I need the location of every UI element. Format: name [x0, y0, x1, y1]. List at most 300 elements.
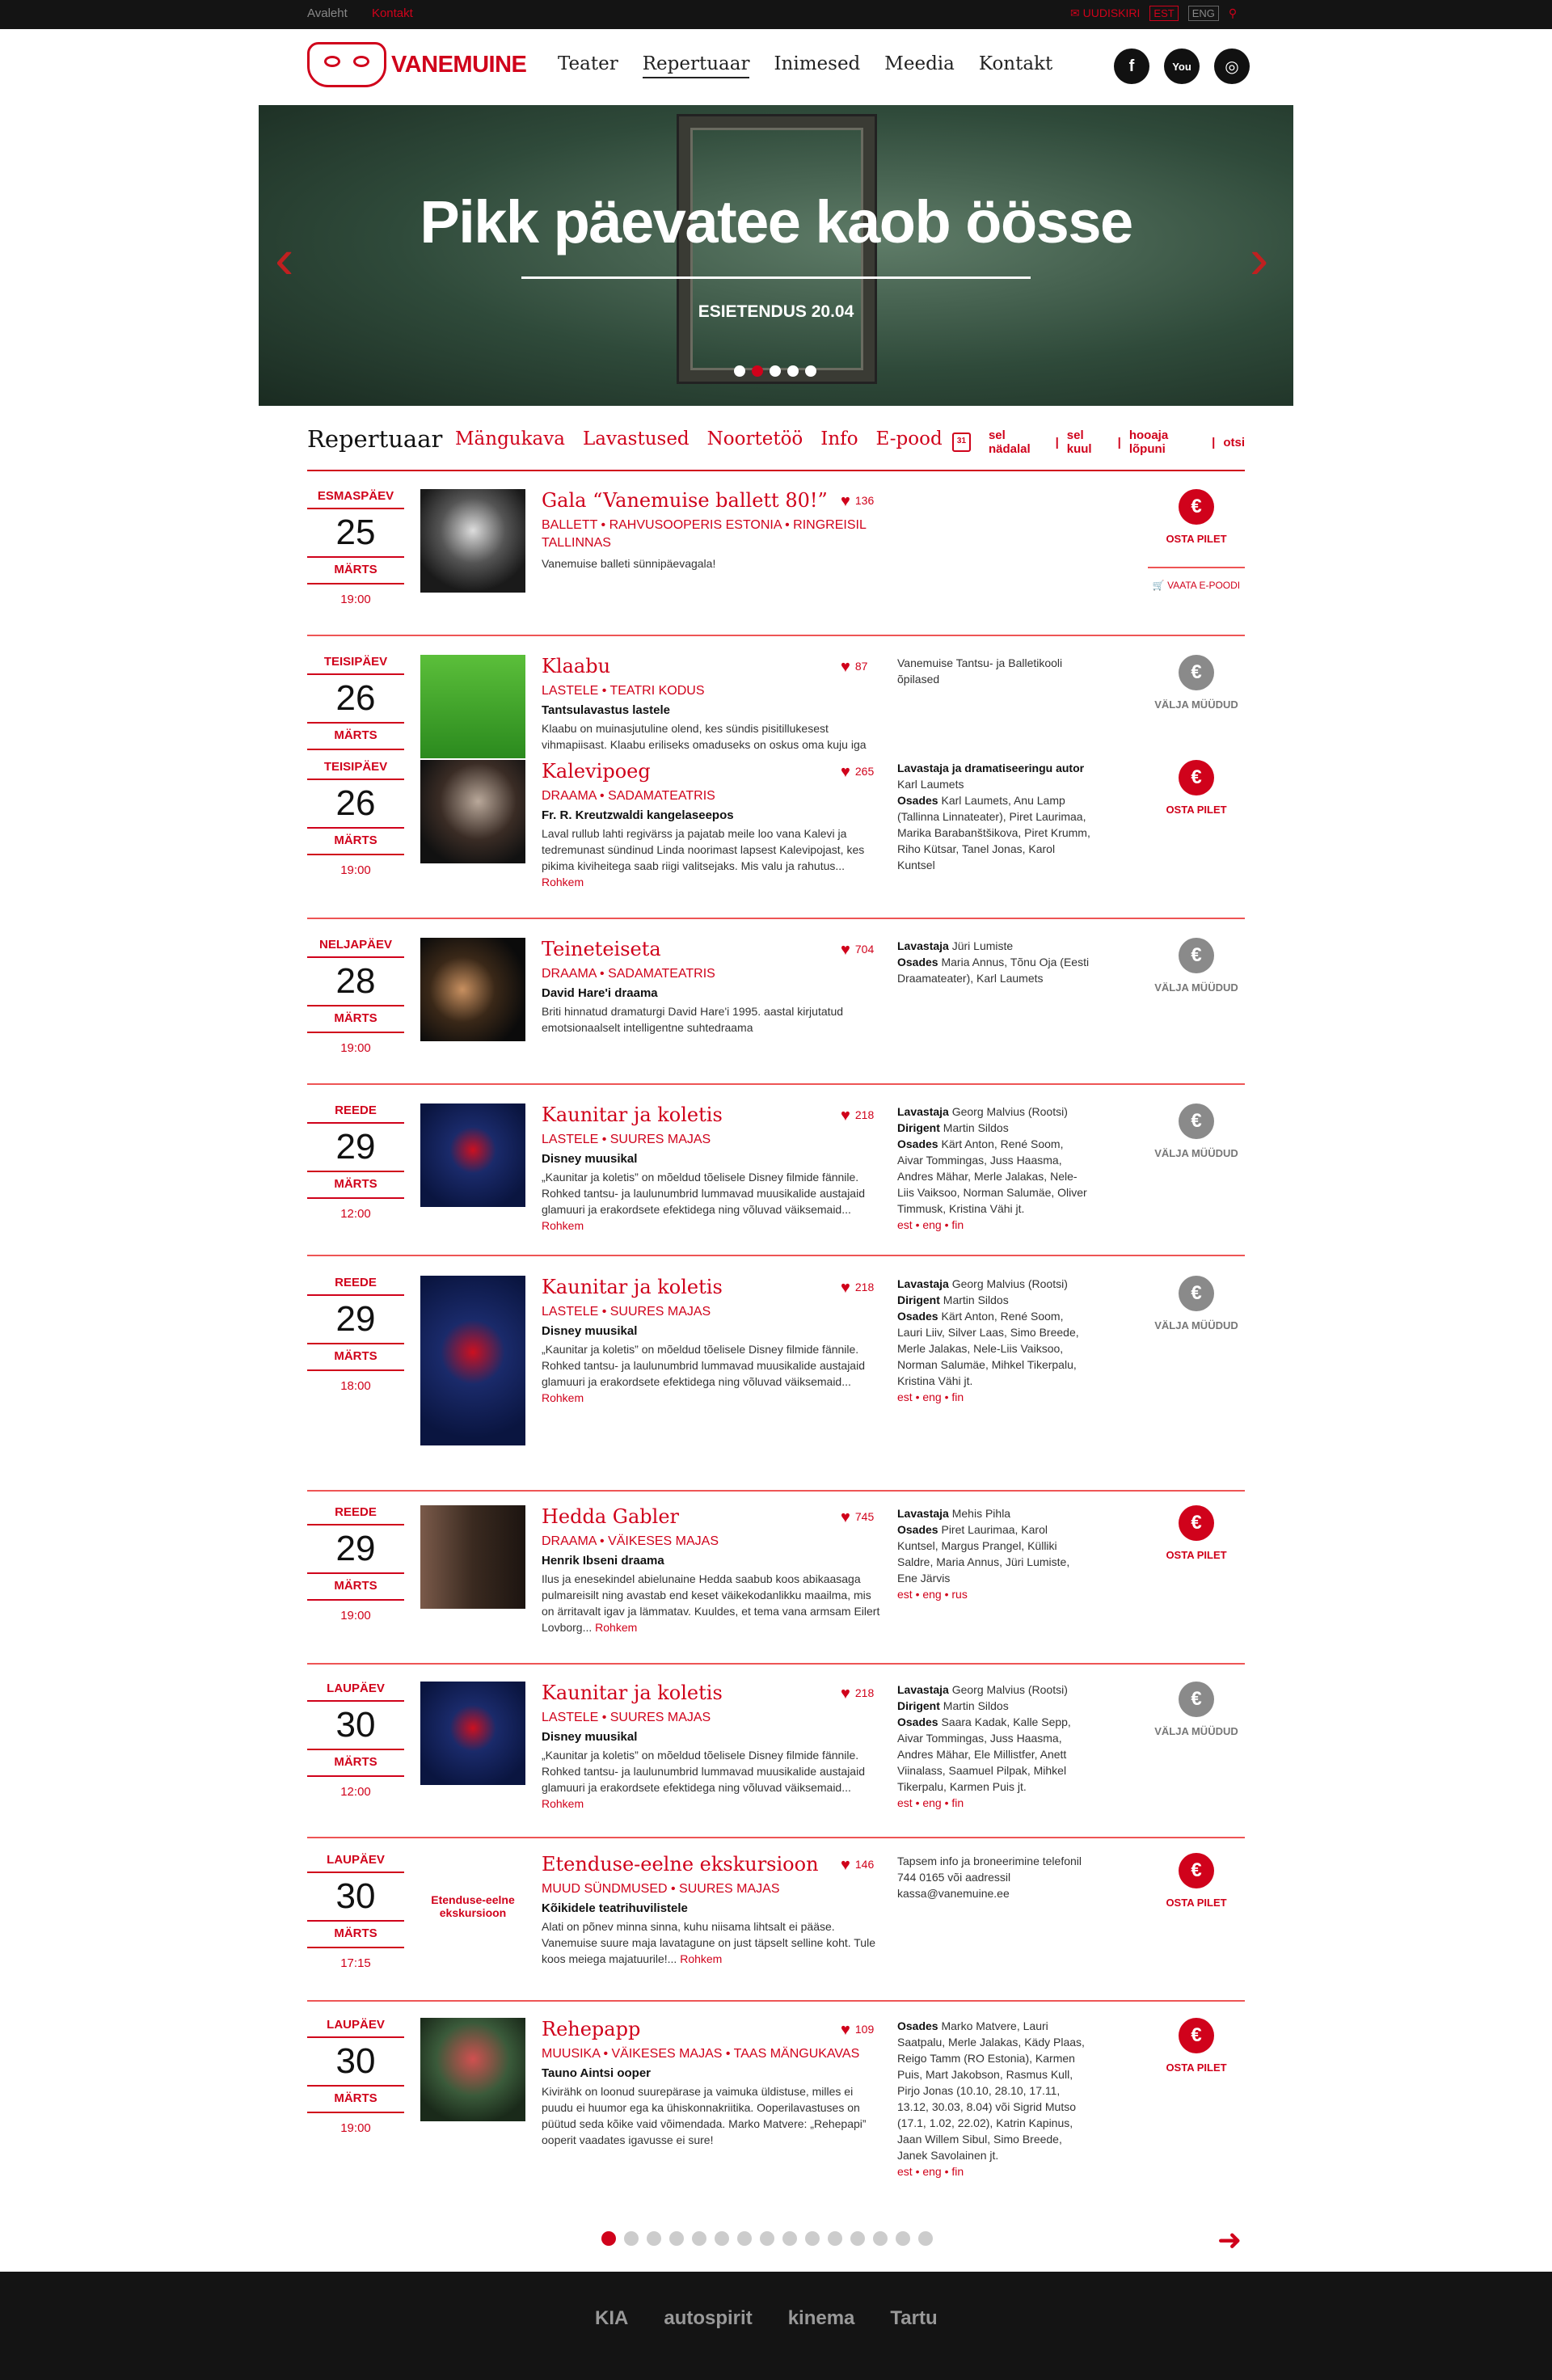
event-month: MÄRTS — [307, 1926, 404, 1948]
event-genre: LASTELE • SUURES MAJAS — [542, 1711, 711, 1724]
event-description — [542, 555, 881, 572]
hero-dot[interactable] — [787, 365, 799, 377]
credit-role: Osades — [897, 794, 938, 807]
event-day: 29 — [307, 1524, 404, 1574]
credit-role: Osades — [897, 1523, 938, 1536]
contact-link[interactable]: Kontakt — [371, 6, 413, 20]
newsletter-label: UUDISKIRI — [1082, 6, 1141, 19]
filter-search[interactable]: otsi — [1223, 435, 1246, 449]
repertoire-title: Repertuaar — [307, 425, 443, 453]
calendar-icon[interactable]: 31 — [952, 433, 971, 452]
event-date — [307, 938, 404, 1055]
ticket-button[interactable] — [1148, 938, 1245, 994]
ticket-label: VÄLJA MÜÜDUD — [1154, 698, 1238, 711]
euro-icon: € — [1179, 1276, 1214, 1311]
event-subtitle: Fr. R. Kreutzwaldi kangelaseepos — [542, 808, 734, 822]
event-month: MÄRTS — [307, 563, 404, 584]
event-title[interactable]: Klaabu — [542, 655, 611, 677]
ticket-label: OSTA PILET — [1166, 2061, 1227, 2074]
ticket-label: VÄLJA MÜÜDUD — [1154, 1319, 1238, 1331]
event-day: 29 — [307, 1294, 404, 1344]
nav-inimesed[interactable]: Inimesed — [774, 53, 861, 74]
ticket-label: VÄLJA MÜÜDUD — [1154, 981, 1238, 994]
credit-line — [897, 1292, 1091, 1308]
event-subtitle: Disney muusikal — [542, 1730, 638, 1744]
event-time: 19:00 — [340, 593, 371, 606]
page-dot[interactable] — [715, 2231, 729, 2246]
event-thumbnail[interactable] — [420, 489, 525, 593]
credit-line — [897, 1103, 1091, 1120]
event-thumbnail[interactable] — [420, 1853, 525, 1956]
event-title[interactable]: Teineteiseta — [542, 938, 661, 960]
credit-names: Tapsem info ja broneerimine telefonil 744 0165 või aadressil kassa@vanemuine.ee — [897, 1855, 1082, 1900]
page-dot[interactable] — [669, 2231, 684, 2246]
credit-line — [897, 1682, 1091, 1698]
nav-kontakt[interactable]: Kontakt — [978, 53, 1053, 74]
ticket-button[interactable] — [1148, 2018, 1245, 2074]
event-time: 19:00 — [340, 2121, 371, 2135]
event-genre: LASTELE • SUURES MAJAS — [542, 1133, 711, 1146]
like-count[interactable]: ♥ 136 — [841, 492, 874, 511]
event-genre: MUUD SÜNDMUSED • SUURES MAJAS — [542, 1882, 780, 1896]
event-weekday: ESMASPÄEV — [317, 489, 394, 503]
page-dot[interactable] — [760, 2231, 774, 2246]
event-title[interactable]: Rehepapp — [542, 2018, 641, 2040]
repertoire-nav — [307, 420, 1245, 469]
ticket-label: OSTA PILET — [1166, 1549, 1227, 1561]
event-genre: DRAAMA • SADAMATEATRIS — [542, 789, 715, 803]
page-dot[interactable] — [918, 2231, 933, 2246]
like-count[interactable]: ♥ 109 — [841, 2021, 874, 2040]
event-description — [542, 720, 881, 753]
event-day: 28 — [307, 956, 404, 1006]
event-description-text: Klaabu on muinasjutuline olend, kes sündis pisitillukesest vihmapiisast. Klaabu eriliseks omaduseks on oskus oma kuju iga — [542, 722, 867, 751]
event-subtitle: Henrik Ibseni draama — [542, 1554, 664, 1568]
event-credits — [897, 2018, 1091, 2180]
more-link[interactable]: Rohkem — [680, 1952, 723, 1965]
ticket-label: OSTA PILET — [1166, 533, 1227, 545]
event-separator — [307, 2000, 1245, 2002]
theatre-masks-icon — [307, 42, 386, 87]
event-month: MÄRTS — [307, 728, 404, 750]
event-info — [542, 655, 881, 753]
event-time: 18:00 — [340, 1379, 371, 1393]
credit-names: Jüri Lumiste — [951, 939, 1014, 952]
event-separator — [307, 635, 1245, 636]
event-subtitle: Disney muusikal — [542, 1324, 638, 1338]
event-info — [542, 489, 881, 572]
ticket-button[interactable] — [1148, 489, 1245, 545]
event-date — [307, 1505, 404, 1623]
event-description-text: Alati on põnev minna sinna, kuhu niisama lihtsalt ei pääse. Vanemuise suure maja lavatagune on just täpselt selline koht. Tule koos meiega majatuurile!... — [542, 1920, 875, 1965]
home-link[interactable]: Avaleht — [307, 6, 348, 20]
event-description-text: Ilus ja enesekindel abielunaine Hedda saabub koos abikaasaga pulmareisilt ning avastab end keset väikekodanlikku maailma, mis on ärritavalt igav ja lämmatav. Kuuldes, et tema vana armsam Eilert Lovborg... — [542, 1572, 880, 1634]
event-date — [307, 1682, 404, 1799]
credit-line — [897, 792, 1091, 873]
event-description-text: Laval rullub lahti regivärss ja pajatab meile loo vana Kalevi ja tedremunast sündinud Linda noorimast lapsest Kalevipojast, kes pikima kiviheitega saab riigi valitsejaks. Mis valu ja rahutus... — [542, 827, 865, 872]
filter-this-month[interactable]: sel kuul — [1066, 428, 1092, 456]
event-title[interactable]: Kaunitar ja koletis — [542, 1103, 723, 1126]
credit-line — [897, 1853, 1091, 1901]
event-date — [307, 2018, 404, 2135]
credit-names: Martin Sildos — [943, 1293, 1009, 1306]
credit-role: Osades — [897, 1310, 938, 1323]
hero-divider — [521, 276, 1031, 279]
event-title[interactable]: Etenduse-eelne ekskursioon — [542, 1853, 819, 1876]
page-dot[interactable] — [828, 2231, 842, 2246]
page-dot[interactable] — [624, 2231, 639, 2246]
event-date — [307, 1103, 404, 1221]
credit-line — [897, 1308, 1091, 1389]
credit-role: Lavastaja — [897, 1507, 949, 1520]
page-dot[interactable] — [692, 2231, 706, 2246]
euro-icon: € — [1179, 1505, 1214, 1541]
event-separator — [307, 918, 1245, 919]
credit-line — [897, 760, 1091, 792]
event-credits — [897, 1276, 1091, 1405]
more-link[interactable]: Rohkem — [542, 1219, 584, 1232]
event-description — [542, 2083, 881, 2148]
credit-line — [897, 1714, 1091, 1795]
event-info — [542, 760, 881, 890]
event-genre: DRAAMA • SADAMATEATRIS — [542, 967, 715, 981]
language-links[interactable]: est • eng • fin — [897, 2165, 964, 2178]
euro-icon: € — [1179, 1103, 1214, 1139]
event-month: MÄRTS — [307, 833, 404, 855]
event-day: 26 — [307, 779, 404, 829]
like-count[interactable]: ♥ 704 — [841, 941, 874, 960]
credit-line — [897, 954, 1091, 986]
event-credits — [897, 760, 1091, 873]
credit-names: Georg Malvius (Rootsi) — [951, 1105, 1068, 1118]
event-description-text: „Kaunitar ja koletis” on mõeldud tõelisele Disney filmide fännile. Rohked tantsu- ja laulunumbrid lummavad muusikalide austajaid glamuuri ja erakordsete efektidega ning võluvad väiksemaid... — [542, 1749, 865, 1794]
event-month: MÄRTS — [307, 2091, 404, 2113]
credit-role: Dirigent — [897, 1293, 940, 1306]
credit-line — [897, 1276, 1091, 1292]
credit-role: Dirigent — [897, 1121, 940, 1134]
event-weekday: REEDE — [335, 1276, 377, 1289]
event-title[interactable]: Kaunitar ja koletis — [542, 1276, 723, 1298]
like-count[interactable]: ♥ 218 — [841, 1107, 874, 1125]
event-day: 30 — [307, 1700, 404, 1750]
event-info — [542, 2018, 881, 2148]
credit-names: Georg Malvius (Rootsi) — [951, 1683, 1068, 1696]
event-genre: LASTELE • SUURES MAJAS — [542, 1305, 711, 1319]
event-date — [307, 489, 404, 606]
event-day: 30 — [307, 1872, 404, 1922]
euro-icon: € — [1179, 2018, 1214, 2053]
ticket-button[interactable] — [1148, 655, 1245, 711]
more-link[interactable]: Rohkem — [542, 1797, 584, 1810]
credit-names: Mehis Pihla — [951, 1507, 1011, 1520]
event-day: 30 — [307, 2036, 404, 2087]
credit-line — [897, 1521, 1091, 1586]
more-link[interactable]: Rohkem — [595, 1621, 638, 1634]
event-title[interactable]: Kaunitar ja koletis — [542, 1682, 723, 1704]
eshop-link[interactable]: 🛒 VAATA E-POODI — [1148, 567, 1245, 591]
credit-role: Osades — [897, 2019, 938, 2032]
filter-season-end[interactable]: hooaja lõpuni — [1128, 428, 1169, 456]
like-count[interactable]: ♥ 218 — [841, 1685, 874, 1703]
euro-icon: € — [1179, 1682, 1214, 1717]
event-time: 19:00 — [340, 1041, 371, 1055]
page-dot[interactable] — [647, 2231, 661, 2246]
hero-next-arrow-icon[interactable]: › — [1250, 227, 1269, 290]
logo-text: VANEMUINE — [391, 51, 527, 78]
event-weekday: TEISIPÄEV — [323, 760, 388, 774]
page-dot[interactable] — [782, 2231, 797, 2246]
event-month: MÄRTS — [307, 1011, 404, 1033]
event-month: MÄRTS — [307, 1177, 404, 1199]
event-separator — [307, 1490, 1245, 1492]
like-count[interactable]: ♥ 146 — [841, 1856, 874, 1875]
event-thumbnail[interactable] — [420, 760, 525, 863]
nav-meedia[interactable]: Meedia — [884, 53, 955, 74]
footer — [0, 2272, 1552, 2380]
event-weekday: REEDE — [335, 1505, 377, 1519]
credit-names: Vanemuise Tantsu- ja Balletikooli õpilased — [897, 656, 1063, 686]
event-description — [542, 1571, 881, 1635]
credit-line — [897, 938, 1091, 954]
hero-subtitle: ESIETENDUS 20.04 — [698, 302, 854, 321]
hero-dot[interactable] — [770, 365, 781, 377]
euro-icon: € — [1179, 1853, 1214, 1888]
event-time: 12:00 — [340, 1785, 371, 1799]
event-thumbnail[interactable] — [420, 1276, 525, 1445]
event-weekday: LAUPÄEV — [327, 1682, 385, 1695]
tab-info[interactable]: Info — [820, 428, 858, 449]
event-day: 25 — [307, 508, 404, 558]
language-links[interactable]: est • eng • fin — [897, 1218, 964, 1231]
credit-names: Kärt Anton, René Soom, Aivar Tommingas, Juss Haasma, Andres Mähar, Merle Jalakas, Nele-Liis Vaiksoo, Norman Salumäe, Oliver Timmusk, Kristina Vähi jt. — [897, 1137, 1087, 1215]
pagination — [601, 2231, 933, 2246]
event-month: MÄRTS — [307, 1579, 404, 1601]
like-count[interactable]: ♥ 745 — [841, 1509, 874, 1527]
like-count[interactable]: ♥ 218 — [841, 1279, 874, 1298]
top-right — [1070, 6, 1237, 21]
event-weekday: LAUPÄEV — [327, 2018, 385, 2032]
event-day: 29 — [307, 1122, 404, 1172]
event-subtitle: Tantsulavastus lastele — [542, 703, 670, 717]
credit-names: Karl Laumets — [897, 778, 964, 791]
event-info — [542, 938, 881, 1036]
tab-noortetoo[interactable]: Noortetöö — [706, 428, 803, 449]
event-credits — [897, 1505, 1091, 1602]
more-link[interactable]: Rohkem — [542, 1391, 584, 1404]
event-time: 19:00 — [340, 1609, 371, 1623]
page-dot[interactable] — [873, 2231, 888, 2246]
page-dot[interactable] — [601, 2231, 616, 2246]
site-header — [0, 29, 1552, 105]
hero-dot[interactable] — [752, 365, 763, 377]
thumbnail-text: Etenduse-eelne ekskursioon — [431, 1893, 515, 1919]
ticket-button[interactable] — [1148, 760, 1245, 816]
event-time: 19:00 — [340, 863, 371, 877]
credit-names: Saara Kadak, Kalle Sepp, Aivar Tommingas, Juss Haasma, Andres Mähar, Ele Millistfer, Anett Viinalass, Saamuel Pilpak, Mihkel Tikerpalu, Karmen Puis jt. — [897, 1715, 1071, 1793]
filter-this-week[interactable]: sel nädalal — [988, 428, 1031, 456]
newsletter-link[interactable]: ✉ UUDISKIRI — [1070, 6, 1141, 19]
tab-epood[interactable]: E-pood — [875, 428, 943, 449]
event-thumbnail[interactable] — [420, 938, 525, 1041]
euro-icon: € — [1179, 489, 1214, 525]
event-thumbnail[interactable] — [420, 655, 525, 758]
credit-names: Karl Laumets, Anu Lamp (Tallinna Linnateater), Piret Laurimaa, Marika Barabanštšikova, Piret Krumm, Riho Kütsar, Tanel Jonas, Karol Kuntsel — [897, 794, 1090, 871]
hero-banner[interactable] — [259, 105, 1293, 406]
event-description-text: Vanemuise balleti sünnipäevagala! — [542, 557, 716, 570]
event-thumbnail[interactable] — [420, 1682, 525, 1785]
credit-role: Osades — [897, 956, 938, 968]
event-info — [542, 1853, 881, 1967]
search-icon[interactable]: ⚲ — [1228, 6, 1238, 19]
credit-names: Marko Matvere, Lauri Saatpalu, Merle Jalakas, Kädy Plaas, Reigo Tamm (RO Estonia), Karmen Puis, Mart Jakobson, Rasmus Kull, Pirjo Jonas (10.10, 28.10, 17.11, 13.12, 30.03, 8.04) või Sigrid Mutso (17.1, 1.02, 22.02), Katrin Kapinus, Jaan Willem Sibul, Simo Breede, Janek Savolainen jt. — [897, 2019, 1085, 2162]
event-title[interactable]: Kalevipoeg — [542, 760, 651, 783]
credit-role: Lavastaja — [897, 1683, 949, 1696]
nav-repertuaar[interactable]: Repertuaar — [643, 53, 750, 78]
credit-names: Piret Laurimaa, Karol Kuntsel, Margus Prangel, Külliki Saldre, Maria Annus, Jüri Lumiste, Ene Järvis — [897, 1523, 1070, 1585]
event-genre: DRAAMA • VÄIKESES MAJAS — [542, 1534, 719, 1548]
credit-role: Lavastaja — [897, 1277, 949, 1290]
ticket-button[interactable] — [1148, 1682, 1245, 1737]
event-info — [542, 1103, 881, 1234]
event-date — [307, 655, 404, 750]
credit-line — [897, 1120, 1091, 1136]
event-credits — [897, 938, 1091, 986]
event-subtitle: Disney muusikal — [542, 1152, 638, 1166]
event-separator — [307, 1255, 1245, 1256]
event-credits — [897, 1682, 1091, 1811]
credit-line — [897, 1698, 1091, 1714]
credit-names: Martin Sildos — [943, 1121, 1009, 1134]
lang-eng[interactable]: ENG — [1188, 6, 1219, 21]
page-dot[interactable] — [805, 2231, 820, 2246]
event-thumbnail[interactable] — [420, 2018, 525, 2121]
event-description-text: „Kaunitar ja koletis” on mõeldud tõelisele Disney filmide fännile. Rohked tantsu- ja laulunumbrid lummavad muusikalide austajaid glamuuri ja erakordsete efektidega ning võluvad väiksemaid... — [542, 1171, 865, 1216]
event-weekday: NELJAPÄEV — [318, 938, 393, 952]
credit-line — [897, 1136, 1091, 1217]
credit-role: Osades — [897, 1137, 938, 1150]
like-count[interactable]: ♥ 265 — [841, 763, 874, 782]
sponsor-kia[interactable]: KIA — [595, 2307, 629, 2329]
event-time: 12:00 — [340, 1207, 371, 1221]
event-subtitle: Kõikidele teatrihuvilistele — [542, 1901, 688, 1915]
event-subtitle: Tauno Aintsi ooper — [542, 2066, 651, 2080]
ticket-label: OSTA PILET — [1166, 1897, 1227, 1909]
tab-lavastused[interactable]: Lavastused — [582, 428, 690, 449]
top-links — [307, 6, 434, 20]
credit-role: Lavastaja ja dramatiseeringu autor — [897, 762, 1085, 774]
event-title[interactable]: Hedda Gabler — [542, 1505, 679, 1528]
more-link[interactable]: Rohkem — [542, 876, 584, 888]
event-description — [542, 1169, 881, 1234]
hero-dot[interactable] — [734, 365, 745, 377]
nav-teater[interactable]: Teater — [558, 53, 618, 74]
event-month: MÄRTS — [307, 1755, 404, 1777]
event-info — [542, 1276, 881, 1406]
event-date — [307, 760, 404, 877]
like-count[interactable]: ♥ 87 — [841, 658, 867, 677]
event-weekday: LAUPÄEV — [327, 1853, 385, 1867]
credit-names: Kärt Anton, René Soom, Lauri Liiv, Silver Laas, Simo Breede, Merle Jalakas, Nele-Liis Vaiksoo, Norman Salumäe, Mihkel Tikerpalu, Kristina Vähi jt. — [897, 1310, 1079, 1387]
event-description-text: Kivirähk on loonud suurepärase ja vaimuka üldistuse, milles ei puudu ei huumor ega ka ühiskonnakriitika. Ooperilavastuses on püütud seda kõike vaid võimendada. Marko Matvere: „Rehepapi” ooperit vaadates igavusse ei sure! — [542, 2085, 867, 2146]
tab-mangukava[interactable]: Mängukava — [455, 428, 565, 449]
language-links[interactable]: est • eng • fin — [897, 1796, 964, 1809]
event-subtitle: David Hare'i draama — [542, 986, 658, 1000]
credit-role: Lavastaja — [897, 939, 949, 952]
euro-icon: € — [1179, 655, 1214, 690]
instagram-icon[interactable]: ◎ — [1214, 49, 1250, 84]
hero-dot[interactable] — [805, 365, 816, 377]
event-description — [542, 1918, 881, 1967]
ticket-label: VÄLJA MÜÜDUD — [1154, 1725, 1238, 1737]
event-credits — [897, 1853, 1091, 1901]
social-links — [1114, 49, 1250, 84]
event-separator — [307, 1837, 1245, 1838]
event-genre: BALLETT • RAHVUSOOPERIS ESTONIA • RINGREISIL TALLINNAS — [542, 518, 867, 550]
lang-est[interactable]: EST — [1149, 6, 1178, 21]
event-credits — [897, 1103, 1091, 1233]
language-links[interactable]: est • eng • fin — [897, 1390, 964, 1403]
youtube-icon[interactable]: You — [1164, 49, 1200, 84]
ticket-button[interactable] — [1148, 1853, 1245, 1909]
euro-icon: € — [1179, 760, 1214, 795]
facebook-icon[interactable]: f — [1114, 49, 1149, 84]
credit-names: Maria Annus, Tõnu Oja (Eesti Draamateater), Karl Laumets — [897, 956, 1090, 985]
event-info — [542, 1682, 881, 1812]
sponsor-tartu[interactable]: Tartu — [890, 2307, 938, 2329]
page-dot[interactable] — [896, 2231, 910, 2246]
event-description — [542, 1341, 881, 1406]
credit-names: Martin Sildos — [943, 1699, 1009, 1712]
credit-role: Dirigent — [897, 1699, 940, 1712]
event-description — [542, 825, 881, 890]
credit-line — [897, 2018, 1091, 2163]
event-info — [542, 1505, 881, 1635]
logo[interactable] — [307, 42, 526, 87]
event-genre: LASTELE • TEATRI KODUS — [542, 684, 705, 698]
event-day: 26 — [307, 673, 404, 724]
event-date — [307, 1276, 404, 1393]
ticket-button[interactable] — [1148, 1103, 1245, 1159]
event-weekday: TEISIPÄEV — [323, 655, 388, 669]
page-dot[interactable] — [850, 2231, 865, 2246]
event-weekday: REEDE — [335, 1103, 377, 1117]
sponsor-logos — [595, 2307, 938, 2330]
hero-prev-arrow-icon[interactable]: ‹ — [275, 227, 294, 290]
euro-icon: € — [1179, 938, 1214, 973]
event-separator — [307, 1083, 1245, 1085]
language-links[interactable]: est • eng • rus — [897, 1588, 968, 1601]
ticket-button[interactable] — [1148, 1505, 1245, 1561]
date-filters: 31 sel nädalal | sel kuul | hooaja lõpuni | otsi — [952, 428, 1245, 456]
repertoire-divider — [307, 470, 1245, 471]
event-thumbnail[interactable] — [420, 1505, 525, 1609]
hero-title: Pikk päevatee kaob öösse — [420, 188, 1132, 255]
ticket-button[interactable] — [1148, 1276, 1245, 1331]
event-title[interactable]: Gala “Vanemuise ballett 80!” — [542, 489, 828, 512]
ticket-label: OSTA PILET — [1166, 804, 1227, 816]
credit-line — [897, 1505, 1091, 1521]
page-dot[interactable] — [737, 2231, 752, 2246]
event-description — [542, 1003, 881, 1036]
sponsor-kinema[interactable]: kinema — [787, 2307, 855, 2329]
credit-role: Lavastaja — [897, 1105, 949, 1118]
repertoire-tabs — [455, 428, 943, 449]
event-thumbnail[interactable] — [420, 1103, 525, 1207]
event-description — [542, 1747, 881, 1812]
next-page-arrow-icon[interactable]: ➜ — [1217, 2223, 1242, 2256]
sponsor-autospirit[interactable]: autospirit — [664, 2307, 753, 2329]
top-bar — [0, 0, 1552, 29]
